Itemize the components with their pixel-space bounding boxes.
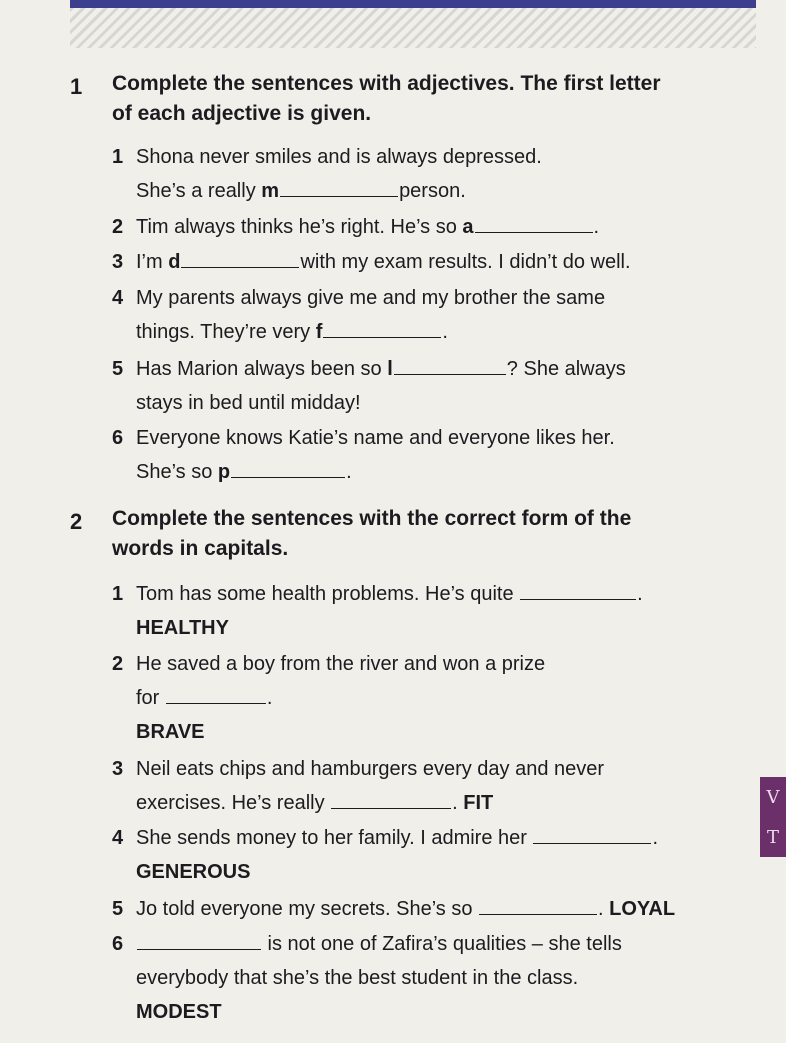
capital-word: MODEST: [136, 1001, 222, 1023]
answer-blank[interactable]: [479, 894, 597, 915]
capital-word: GENEROUS: [136, 861, 251, 883]
answer-blank[interactable]: [394, 354, 506, 375]
hatched-header-band: [70, 8, 756, 48]
answer-blank[interactable]: [323, 317, 441, 338]
answer-blank[interactable]: [166, 683, 266, 704]
capital-word: FIT: [463, 792, 494, 814]
exercise-title: Complete the sentences with the correct form of the words in capitals.: [112, 507, 632, 560]
answer-blank[interactable]: [280, 176, 398, 197]
answer-blank[interactable]: [533, 823, 651, 844]
answer-blank[interactable]: [181, 247, 299, 268]
capital-word: BRAVE: [136, 721, 205, 743]
answer-blank[interactable]: [231, 457, 345, 478]
side-tab: [760, 777, 786, 857]
exercise-title: Complete the sentences with adjectives. The first letter of each adjective is given.: [112, 72, 661, 125]
capital-word: LOYAL: [609, 898, 676, 920]
answer-blank[interactable]: [475, 212, 593, 233]
answer-blank[interactable]: [331, 788, 451, 809]
side-tab-bottom: T: [766, 826, 779, 848]
side-tab-top: V: [766, 786, 780, 808]
top-color-bar: [70, 0, 756, 8]
exercise-number: 2: [70, 509, 83, 534]
exercise-number: 1: [70, 74, 83, 99]
answer-blank[interactable]: [520, 579, 636, 600]
capital-word: HEALTHY: [136, 617, 229, 639]
answer-blank[interactable]: [137, 929, 261, 950]
